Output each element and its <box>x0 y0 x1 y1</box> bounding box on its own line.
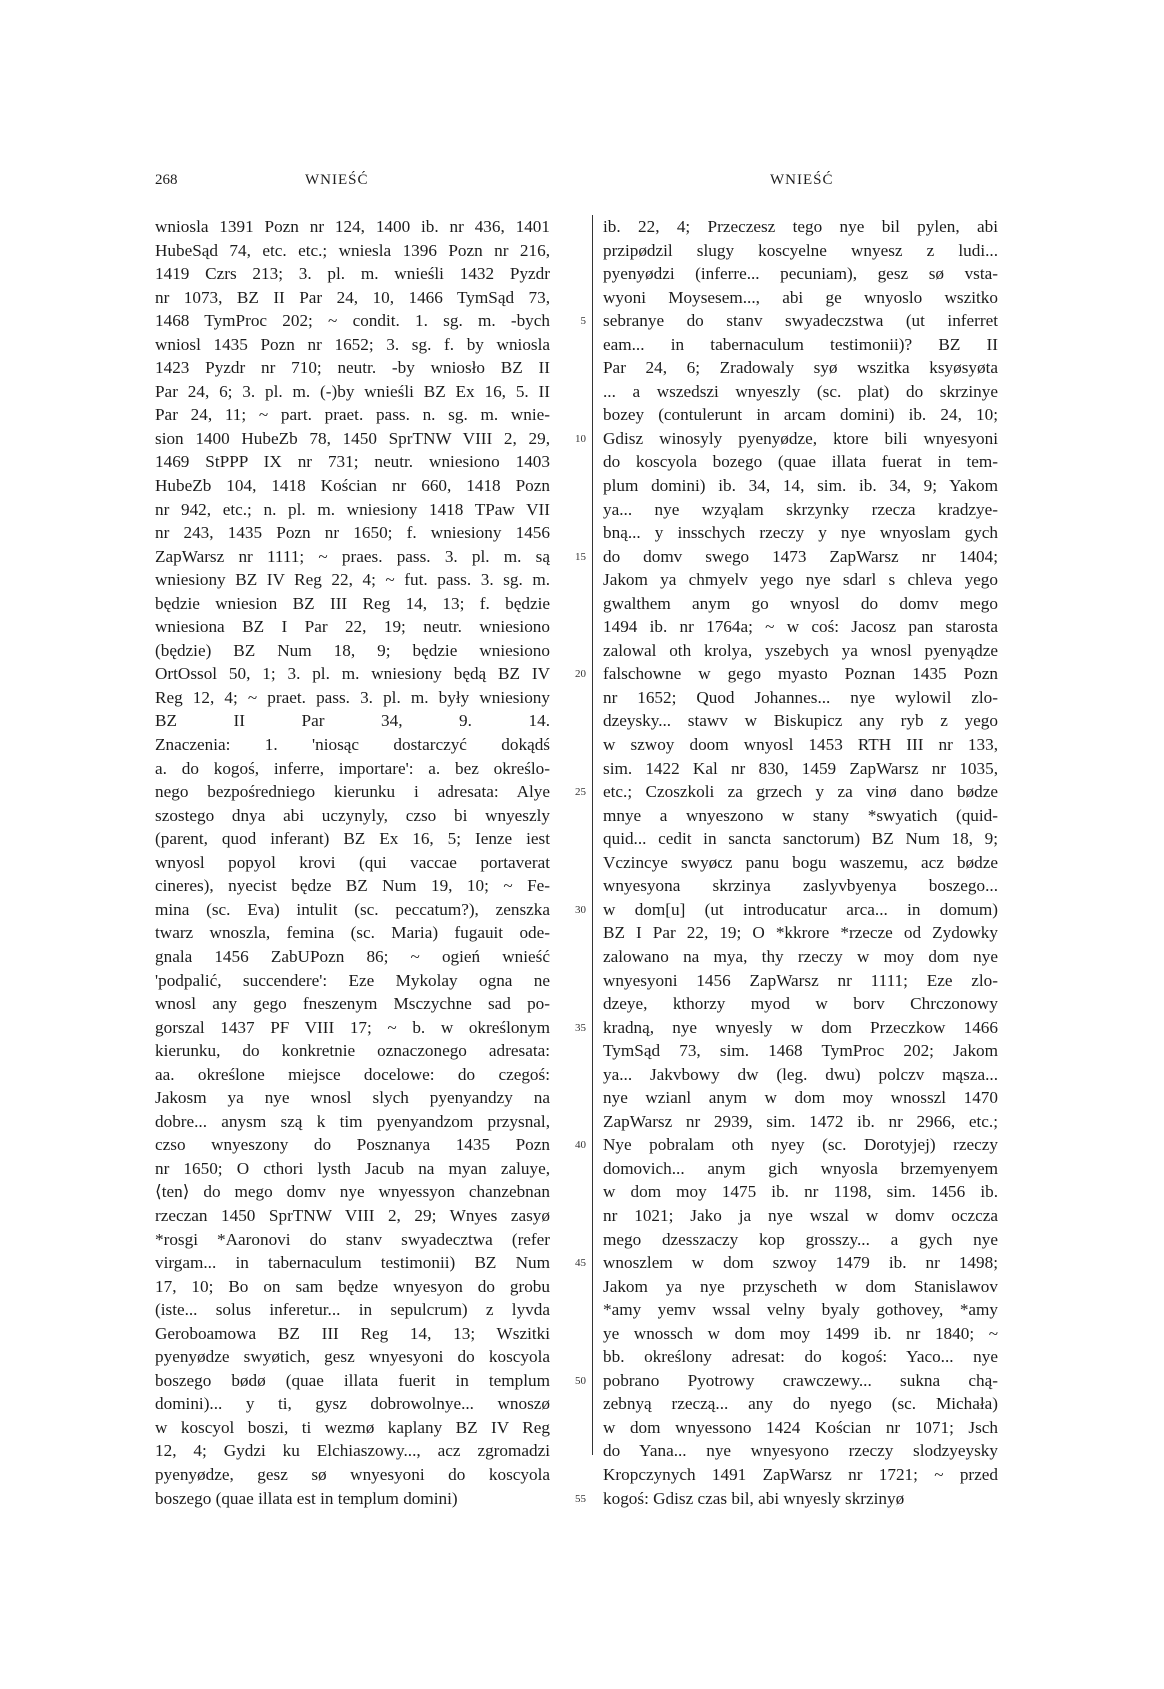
text-line: BZ II Par 34, 9. 14. <box>155 711 550 731</box>
text-line: Par 24, 11; ~ part. praet. pass. n. sg. m. wnie- <box>155 405 550 425</box>
text-line: cineres), nyecist będze BZ Num 19, 10; ~ Fe- <box>155 876 550 896</box>
text-line: HubeZb 104, 1418 Kościan nr 660, 1418 Pozn <box>155 476 550 496</box>
text-line: eam... in tabernaculum testimonii)? BZ II <box>603 334 998 354</box>
text-line: boszego (quae illata est in templum domini) <box>155 1488 458 1508</box>
text-line: wnosl any gego fneszenym Msczychne sad po- <box>155 994 550 1014</box>
text-line: TymSąd 73, sim. 1468 TymProc 202; Jakom <box>603 1041 998 1061</box>
text-line: pyenyødze, gesz sø wnyesyoni do koscyola <box>155 1464 550 1484</box>
text-line: czso wnyeszony do Posznanya 1435 Pozn <box>155 1135 550 1155</box>
text-line: Par 24, 6; 3. pl. m. (-)by wnieśli BZ Ex 16, 5. II <box>155 381 550 401</box>
text-line: domovich... anym gich wnyosla brzemyenyem <box>603 1158 998 1178</box>
text-line: ZapWarsz nr 2939, sim. 1472 ib. nr 2966, etc.; <box>603 1111 998 1131</box>
line-number: 55 <box>575 1492 586 1505</box>
text-line: bną... y insschych rzeczy y nye wnyoslam gych <box>603 523 998 543</box>
text-line: mego dzesszaczy kop grosszy... a gych nye <box>603 1229 998 1249</box>
text-line: *rosgi *Aaronovi do stanv swyadecztwa (refer <box>155 1229 550 1249</box>
text-line: *amy yemv wssal velny byaly gothovey, *amy <box>603 1300 998 1320</box>
text-line: sebranye do stanv swyadeczstwa (ut inferret <box>603 311 998 331</box>
text-line: plum domini) ib. 34, 14, sim. ib. 34, 9; Yakom <box>603 476 998 496</box>
text-line: nr 1650; O cthori lysth Jacub na myan zaluye, <box>155 1158 550 1178</box>
text-line: OrtOssol 50, 1; 3. pl. m. wniesiony będą BZ IV <box>155 664 550 684</box>
running-headword-left: WNIEŚĆ <box>305 172 369 188</box>
text-line: Par 24, 6; Zradowaly syø wszitka ksyøsyøta <box>603 358 998 378</box>
text-line: Jakom ya chmyelv yego nye sdarl s chleva yego <box>603 570 998 590</box>
text-line: bb. określony adresat: do kogoś: Yaco... nye <box>603 1347 998 1367</box>
text-line: zalowano na mya, thy rzeczy w moy dom nye <box>603 946 998 966</box>
text-line: quid... cedit in sancta sanctorum) BZ Num 18, 9; <box>603 829 998 849</box>
text-line: nye wzianl anym w dom moy wnosszl 1470 <box>603 1088 998 1108</box>
text-line: nr 243, 1435 Pozn nr 1650; f. wniesiony 1456 <box>155 523 550 543</box>
running-headword-right: WNIEŚĆ <box>770 172 834 188</box>
text-line: (będzie) BZ Num 18, 9; będzie wniesiono <box>155 640 550 660</box>
text-line: gnala 1456 ZabUPozn 86; ~ ogień wnieść <box>155 946 550 966</box>
text-line: virgam... in tabernaculum testimonii) BZ Num <box>155 1253 550 1273</box>
text-line: nego bezpośredniego kierunku i adresata: Alye <box>155 782 550 802</box>
text-line: ib. 22, 4; Przeczesz tego nye bil pylen, abi <box>603 217 998 236</box>
left-column <box>155 215 550 1510</box>
text-line: mina (sc. Eva) intulit (sc. peccatum?), zenszka <box>155 899 550 919</box>
right-column <box>603 215 998 1510</box>
text-line: kradną, nye wnyesly w dom Przeczkow 1466 <box>603 1017 998 1037</box>
text-line: Gdisz winosyly pyenyødze, ktore bili wnyesyoni <box>603 428 998 448</box>
text-line: do domv swego 1473 ZapWarsz nr 1404; <box>603 546 998 566</box>
text-line: ye wnossch w dom moy 1499 ib. nr 1840; ~ <box>603 1323 998 1343</box>
text-line: pyenyødzi (inferre... pecuniam), gesz sø vsta- <box>603 264 998 284</box>
text-line: dzeysky... stawv w Biskupicz any ryb z yego <box>603 711 998 731</box>
line-number: 10 <box>575 432 586 445</box>
text-line: wnyesyoni 1456 ZapWarsz nr 1111; Eze zlo- <box>603 970 998 990</box>
text-line: sion 1400 HubeZb 78, 1450 SprTNW VIII 2, 29, <box>155 428 550 448</box>
text-line: aa. określone miejsce docelowe: do czegoś: <box>155 1064 550 1084</box>
text-line: twarz wnoszla, femina (sc. Maria) fugauit ode- <box>155 923 550 943</box>
text-line: wnoszlem w dom szwoy 1479 ib. nr 1498; <box>603 1253 998 1273</box>
text-line: 1469 StPPP IX nr 731; neutr. wniesiono 1403 <box>155 452 550 472</box>
text-line: wnyosl popyol krovi (qui vaccae portaverat <box>155 852 550 872</box>
line-number: 5 <box>580 315 586 328</box>
text-line: etc.; Czoszkoli za grzech y za vinø dano bødze <box>603 782 998 802</box>
text-line: ... a wszedszi wnyeszly (sc. plat) do skrzinye <box>603 381 998 401</box>
line-number: 30 <box>575 903 586 916</box>
text-line: dobre... anysm szą k tim pyenyandzom przysnal, <box>155 1111 550 1131</box>
text-line: kierunku, do konkretnie oznaczonego adresata: <box>155 1041 550 1061</box>
text-line: Vczincye swyøcz panu bogu waszemu, acz bødze <box>603 852 998 872</box>
line-number: 35 <box>575 1021 586 1034</box>
text-line: gorszal 1437 PF VIII 17; ~ b. w określonym <box>155 1017 550 1037</box>
text-line: pobrano Pyotrowy crawczewy... sukna chą- <box>603 1370 998 1390</box>
text-line: wnyesyona skrzinya zaslyvbyenya boszego... <box>603 876 998 896</box>
text-line: 17, 10; Bo on sam będze wnyesyon do grobu <box>155 1276 550 1296</box>
text-line: gwalthem anym go wnyosl do domv mego <box>603 593 998 613</box>
text-line: wniesiony BZ IV Reg 22, 4; ~ fut. pass. 3. sg. m. <box>155 570 550 590</box>
column-divider <box>592 215 593 1455</box>
line-number: 50 <box>575 1374 586 1387</box>
text-line: do Yana... nye wnyesyono rzeczy slodzyeysky <box>603 1441 998 1461</box>
line-number-gutter <box>560 215 596 1505</box>
text-line: ya... nye wzyąlam skrzynky rzecza kradzye- <box>603 499 998 519</box>
text-line: domini)... y ti, gysz dobrowolnye... wnoszø <box>155 1394 550 1414</box>
text-line: w szwoy doom wnyosl 1453 RTH III nr 133, <box>603 735 998 755</box>
text-line: nr 942, etc.; n. pl. m. wniesiony 1418 TPaw VII <box>155 499 550 519</box>
text-line: Jakom ya nye przyscheth w dom Stanislawov <box>603 1276 998 1296</box>
text-line: wyoni Moysesem..., abi ge wnyoslo wszitko <box>603 287 998 307</box>
text-line: rzeczan 1450 SprTNW VIII 2, 29; Wnyes zasyø <box>155 1205 550 1225</box>
text-line: w dom wnyessono 1424 Kościan nr 1071; Jsch <box>603 1417 998 1437</box>
text-line: do koscyola bozego (quae illata fuerat in tem- <box>603 452 998 472</box>
text-line: szostego dnya abi uczynyly, czso bi wnyeszly <box>155 805 550 825</box>
page-header <box>0 172 1164 198</box>
text-line: wniosl 1435 Pozn nr 1652; 3. sg. f. by wniosla <box>155 334 550 354</box>
text-line: bozey (contulerunt in arcam domini) ib. 24, 10; <box>603 405 998 425</box>
text-line: mnye a wnyeszono w stany *swyatich (quid- <box>603 805 998 825</box>
line-number: 45 <box>575 1257 586 1270</box>
text-line: nr 1021; Jako ja nye wszal w domv oczcza <box>603 1205 998 1225</box>
line-number: 15 <box>575 550 586 563</box>
text-line: Reg 12, 4; ~ praet. pass. 3. pl. m. były wniesiony <box>155 687 550 707</box>
text-line: w dom moy 1475 ib. nr 1198, sim. 1456 ib. <box>603 1182 998 1202</box>
text-line: nr 1652; Quod Johannes... nye wylowil zlo- <box>603 687 998 707</box>
text-line: BZ I Par 22, 19; O *kkrore *rzecze od Zydowky <box>603 923 998 943</box>
text-line: (iste... solus inferetur... in sepulcrum) z lyvda <box>155 1300 550 1320</box>
text-line: w koscyol boszi, ti wezmø kaplany BZ IV Reg <box>155 1417 550 1437</box>
text-line: nr 1073, BZ II Par 24, 10, 1466 TymSąd 73, <box>155 287 550 307</box>
text-line: 1468 TymProc 202; ~ condit. 1. sg. m. -bych <box>155 311 550 331</box>
text-line: a. do kogoś, inferre, importare': a. bez określo- <box>155 758 550 778</box>
text-line: HubeSąd 74, etc. etc.; wniesla 1396 Pozn nr 216, <box>155 240 550 260</box>
page-number: 268 <box>155 172 178 188</box>
text-line: boszego bødø (quae illata fuerit in templum <box>155 1370 550 1390</box>
text-line: przipødzil slugy koscyelne wnyesz z ludi... <box>603 240 998 260</box>
text-line: zalowal oth krolya, yszebych ya wnosl pyenyądze <box>603 640 998 660</box>
text-line: (parent, quod inferant) BZ Ex 16, 5; Ienze iest <box>155 829 550 849</box>
text-line: wniesiona BZ I Par 22, 19; neutr. wniesiono <box>155 617 550 637</box>
text-line: Nye pobralam oth nyey (sc. Dorotyjej) rzeczy <box>603 1135 998 1155</box>
text-line: ⟨ten⟩ do mego domv nye wnyessyon chanzebnan <box>155 1182 550 1202</box>
line-number: 25 <box>575 786 586 799</box>
line-number: 40 <box>575 1139 586 1152</box>
text-line: ZapWarsz nr 1111; ~ praes. pass. 3. pl. m. są <box>155 546 550 566</box>
text-line: 12, 4; Gydzi ku Elchiaszowy..., acz zgromadzi <box>155 1441 550 1461</box>
text-line: Geroboamowa BZ III Reg 14, 13; Wszitki <box>155 1323 550 1343</box>
text-line: 1423 Pyzdr nr 710; neutr. -by wniosło BZ II <box>155 358 550 378</box>
text-line: wniosla 1391 Pozn nr 124, 1400 ib. nr 436, 1401 <box>155 217 550 236</box>
text-line: Kropczynych 1491 ZapWarsz nr 1721; ~ przed <box>603 1464 998 1484</box>
text-line: falschowne w gego myasto Poznan 1435 Pozn <box>603 664 998 684</box>
text-line: ya... Jakvbowy dw (leg. dwu) polczv mąsza... <box>603 1064 998 1084</box>
text-line: w dom[u] (ut introducatur arca... in domum) <box>603 899 998 919</box>
text-line: Jakosm ya nye wnosl slych pyenyandzy na <box>155 1088 550 1108</box>
text-line: 1419 Czrs 213; 3. pl. m. wnieśli 1432 Pyzdr <box>155 264 550 284</box>
text-line: Znaczenia: 1. 'niosąc dostarczyć dokądś <box>155 735 550 755</box>
text-line: pyenyødze swyøtich, gesz wnyesyoni do koscyola <box>155 1347 550 1367</box>
text-line: sim. 1422 Kal nr 830, 1459 ZapWarsz nr 1035, <box>603 758 998 778</box>
text-line: dzeye, kthorzy myod w borv Chrczonowy <box>603 994 998 1014</box>
text-line: 1494 ib. nr 1764a; ~ w coś: Jacosz pan starosta <box>603 617 998 637</box>
line-number: 20 <box>575 668 586 681</box>
text-line: zebnyą rzeczą... any do nyego (sc. Michała) <box>603 1394 998 1414</box>
text-line: 'podpalić, succendere': Eze Mykolay ogna ne <box>155 970 550 990</box>
text-line: będzie wniesion BZ III Reg 14, 13; f. będzie <box>155 593 550 613</box>
text-line: kogoś: Gdisz czas bil, abi wnyesly skrzinyø <box>603 1488 905 1508</box>
